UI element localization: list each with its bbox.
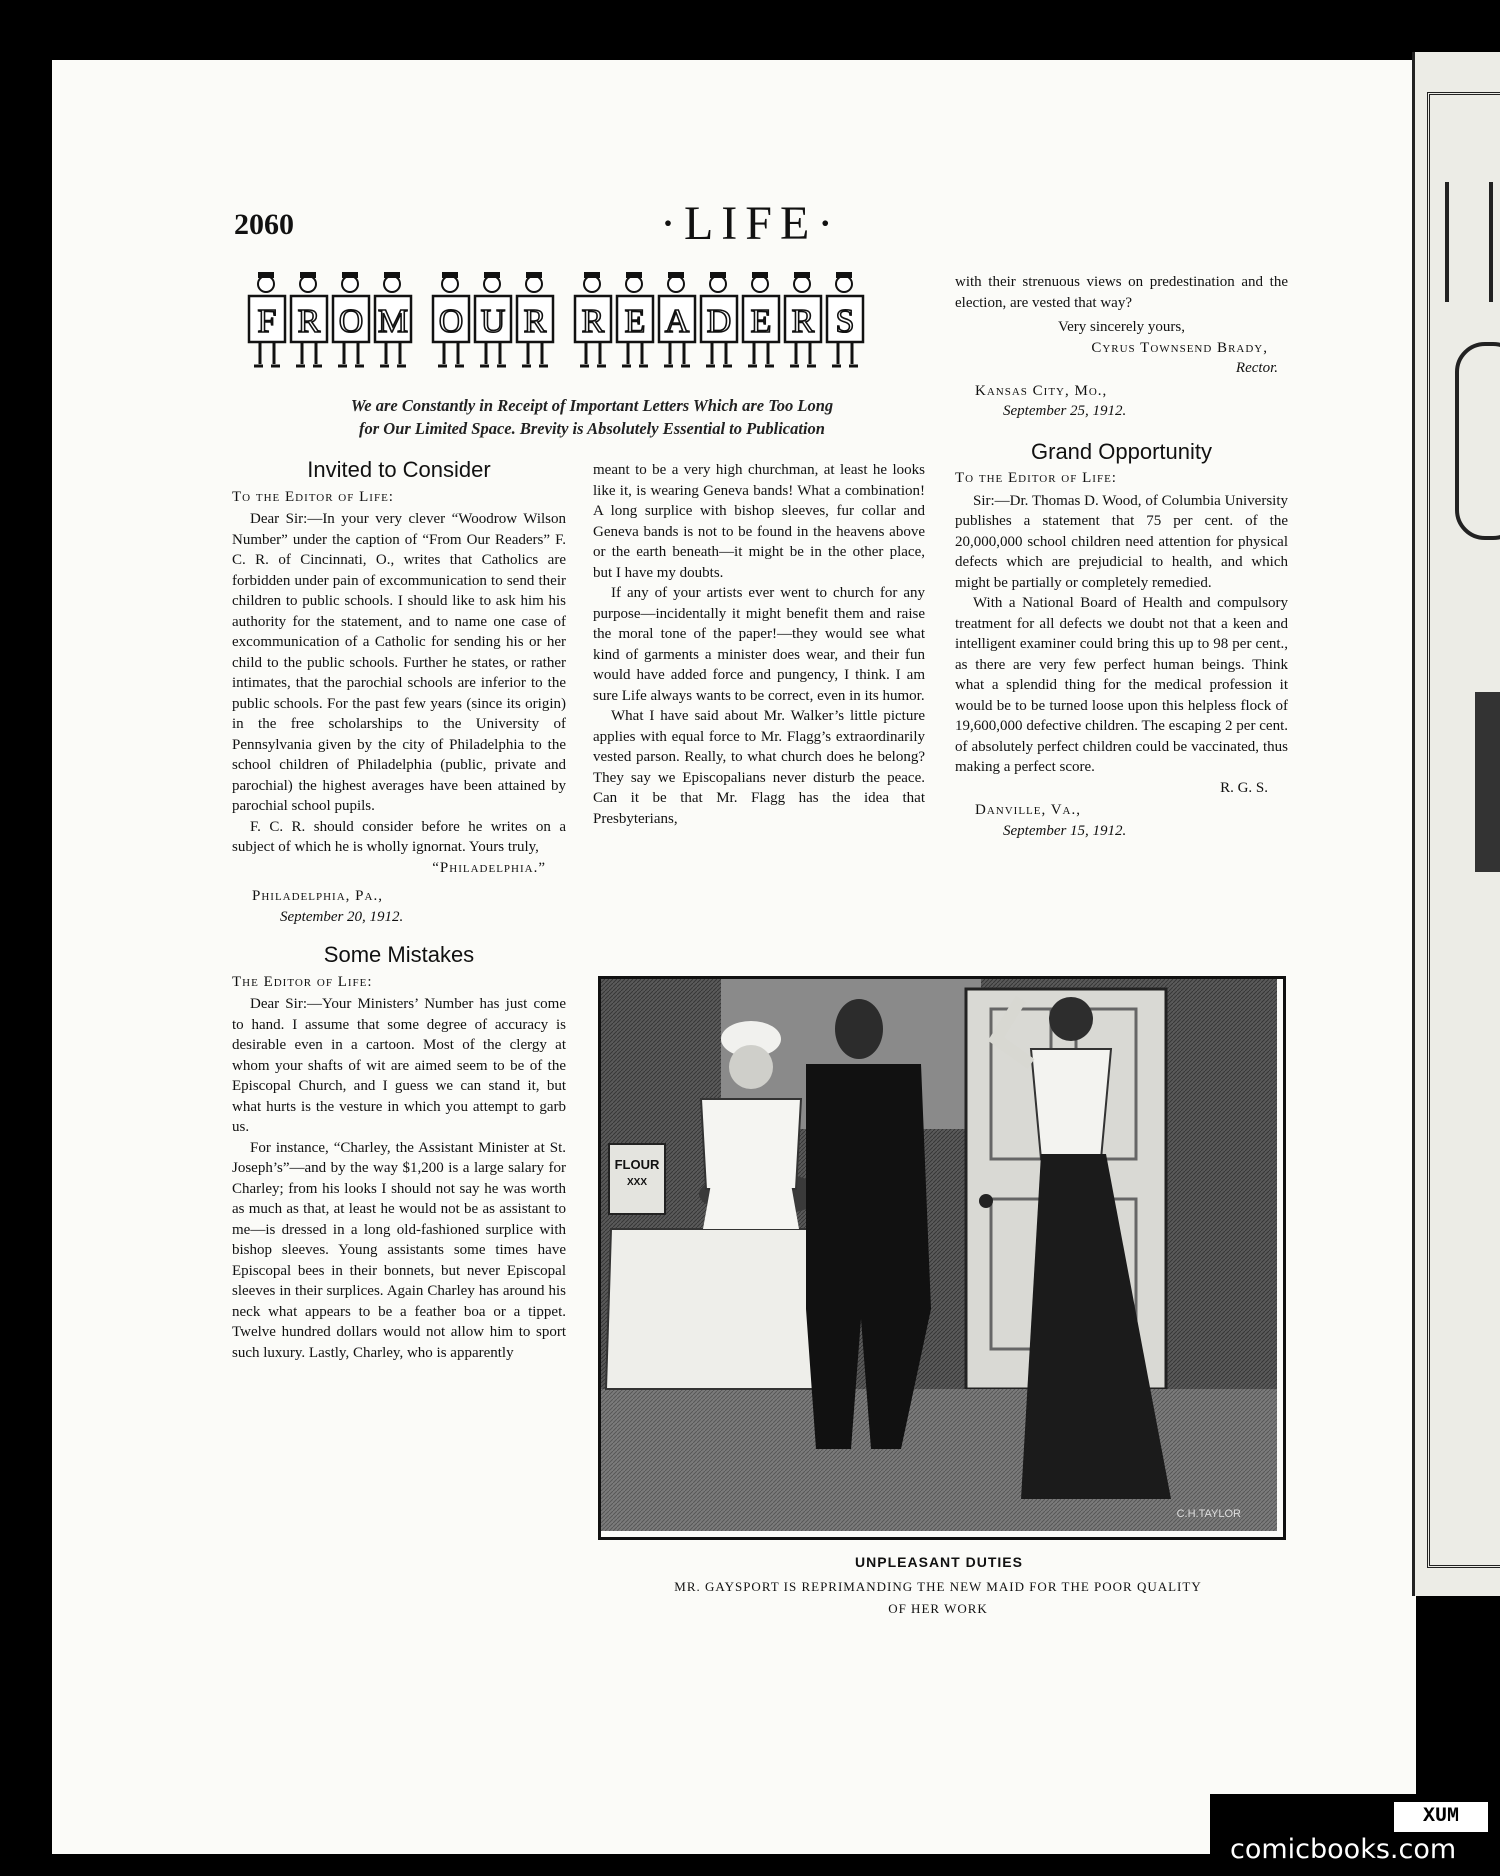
illustration-drawing	[601, 979, 1277, 1531]
column-right	[955, 272, 1288, 841]
letter1-salutation: To the Editor of Life:	[232, 488, 394, 505]
letter2-paragraph: For instance, “Charley, the Assistant Minister at St. Joseph’s”—and by the way $1,200 is a large salary for Charley; from his looks I should not say he was worth as much as that, at least he would not be as assistant to me—is dressed in a long old-fashioned surplice with bishop sleeves. Young assistants some times have Episcopal bees in their bonnets, but never Episcopal sleeves in their surplices. Again Charley has around his neck what appears to be a feather boa or a tippet. Twelve hundred dollars would not allow him to sport such luxury. Lastly, Charley, who is apparently	[232, 1139, 566, 1361]
page-number: 2060	[234, 208, 294, 241]
banner-letter-figure	[517, 272, 553, 366]
column-middle	[593, 460, 925, 829]
svg-text:A: A	[664, 303, 690, 340]
svg-text:O: O	[338, 303, 364, 340]
svg-text:O: O	[438, 303, 464, 340]
banner-letter-figure	[249, 272, 285, 366]
svg-text:R: R	[581, 303, 605, 340]
svg-text:S: S	[835, 303, 855, 340]
illustration-caption	[628, 1576, 1248, 1620]
artist-signature: C.H.TAYLOR	[1176, 1508, 1241, 1520]
letter3-salutation: To the Editor of Life:	[955, 470, 1117, 486]
letter2-signature: Cyrus Townsend Brady,	[1091, 339, 1268, 356]
letter2-place: Kansas City, Mo.,	[975, 382, 1108, 399]
letter1-signature: “Philadelphia.”	[432, 859, 546, 876]
caption-line-1: MR. GAYSPORT IS REPRIMANDING THE NEW MAID FOR THE POOR QUALITY	[674, 1579, 1202, 1594]
column-left	[232, 457, 566, 1363]
letter3-date: September 15, 1912.	[1003, 822, 1127, 839]
banner-letter-figure	[659, 272, 695, 366]
facing-page-shading	[1475, 692, 1500, 872]
masthead: ·LIFE·	[660, 197, 842, 250]
subtitle-line-1: We are Constantly in Receipt of Important Letters Which are Too Long	[350, 396, 834, 415]
illustration-caption-title: UNPLEASANT DUTIES	[855, 1554, 1023, 1570]
facing-page-edge	[1412, 52, 1500, 1596]
heading-some-mistakes: Some Mistakes	[323, 942, 475, 967]
svg-text:R: R	[791, 303, 815, 340]
section-subtitle	[262, 394, 922, 440]
banner-letter-figure	[291, 272, 327, 366]
letter1-date: September 20, 1912.	[280, 908, 404, 925]
svg-text:E: E	[750, 303, 772, 340]
facing-page-arch	[1455, 342, 1500, 540]
letter2-closing: Very sincerely yours,	[1057, 319, 1186, 335]
letter2-paragraph: with their strenuous views on predestination and the election, are vested that way?	[955, 274, 1288, 311]
letter3-signature: R. G. S.	[1220, 779, 1268, 796]
subtitle-line-2: for Our Limited Space. Brevity is Absolutely Essential to Publication	[359, 419, 825, 438]
svg-text:F: F	[257, 303, 277, 340]
banner-figures	[249, 272, 863, 366]
banner-letter-figure	[333, 272, 369, 366]
banner-letter-figure	[785, 272, 821, 366]
banner-letter-figure	[375, 272, 411, 366]
from-our-readers-banner	[243, 270, 925, 372]
watermark-badge: XUM	[1394, 1802, 1488, 1832]
heading-invited-to-consider: Invited to Consider	[307, 457, 491, 482]
letter2-paragraph: meant to be a very high churchman, at least he looks like it, is wearing Geneva bands! What a combination! A long surplice with bishop sleeves, fur collar and Geneva bands is not to be found in the heavens above or the earth beneath—it might be in the other place, but I have my doubts.	[593, 462, 925, 581]
heading-grand-opportunity: Grand Opportunity	[1031, 438, 1212, 464]
banner-letter-figure	[617, 272, 653, 366]
facing-page-ornament	[1445, 182, 1493, 302]
banner-letter-figure	[701, 272, 737, 366]
banner-letter-figure	[433, 272, 469, 366]
banner-letter-figure	[827, 272, 863, 366]
letter2-paragraph: What I have said about Mr. Walker’s little picture applies with equal force to Mr. Flagg’s extraordinarily vested parson. Really, to what church does he belong? They say we Episcopalians never disturb the peace. Can it be that Mr. Flagg has the idea that Presbyterians,	[593, 708, 925, 827]
watermark-site: comicbooks.com	[1230, 1834, 1457, 1865]
letter1-place: Philadelphia, Pa.,	[252, 888, 383, 904]
letter3-paragraph: Sir:—Dr. Thomas D. Wood, of Columbia University publishes a statement that 75 per cent. of the 20,000,000 school children need attention for physical defects which are prejudicial to health, and which might be partially or completely remedied.	[955, 492, 1288, 591]
svg-text:M: M	[377, 303, 409, 340]
illustration-unpleasant-duties	[598, 976, 1286, 1540]
letter3-place: Danville, Va.,	[975, 802, 1081, 818]
letter2-paragraph: Dear Sir:—Your Ministers’ Number has just come to hand. I assume that some degree of accuracy is desirable even in a cartoon. Most of the clergy at whom your shafts of wit are aimed seem to be of the Episcopal Church, and I guess we can stand it, but what hurts is the vesture in which you attempt to garb us.	[232, 996, 566, 1135]
letter1-paragraph: Dear Sir:—In your very clever “Woodrow Wilson Number” under the caption of “From Our Readers” F. C. R. of Cincinnati, O., writes that Catholics are forbidden under pain of excommunication to send their children to public schools. I should like to ask him his authority for the statement, and to name one case of excommunication of a Catholic for sending his or her child to the public schools. Further he states, or rather intimates, that the parochial schools are inferior to the public schools. For the past few years (since its origin) in the free scholarships to the University of Pennsylvania given by the city of Philadelphia to the school children of Philadelphia (public, private and parochial) the highest averages have been attained by parochial school pupils.	[232, 511, 566, 814]
svg-text:U: U	[480, 303, 506, 340]
caption-line-2: OF HER WORK	[888, 1601, 988, 1616]
svg-text:D: D	[706, 303, 732, 340]
letter2-salutation: The Editor of Life:	[232, 973, 373, 990]
letter2-title: Rector.	[1235, 360, 1278, 376]
svg-text:R: R	[297, 303, 321, 340]
svg-text:R: R	[523, 303, 547, 340]
svg-text:E: E	[624, 303, 646, 340]
banner-letter-figure	[575, 272, 611, 366]
letter2-date: September 25, 1912.	[1003, 403, 1127, 419]
letter1-paragraph: F. C. R. should consider before he writes on a subject of which he is wholly ignornat. Yours truly,	[232, 818, 566, 855]
flour-sack-sublabel: XXX	[626, 1177, 648, 1188]
flour-sack-label: FLOUR	[614, 1157, 660, 1172]
letter3-paragraph: With a National Board of Health and compulsory treatment for all defects we doubt not that a keen and intelligent examiner could bring this up to 98 per cent., as there are very few perfect human beings. Think what a splendid thing for the medical profession it would be to be turned loose upon this helpless flock of 19,600,000 defective children. The escaping 2 per cent. of absolutely perfect children could be vaccinated, thus making a perfect score.	[955, 595, 1288, 775]
letter2-paragraph: If any of your artists ever went to church for any purpose—incidentally it might benefit them and raise the moral tone of the paper!—they would see what kind of garments a minister does wear, and their fun would have added force and pungency, I think. I am sure Life always wants to be correct, even in its humor.	[593, 585, 925, 704]
watermark	[1210, 1794, 1500, 1876]
banner-letter-figure	[475, 272, 511, 366]
banner-letter-figure	[743, 272, 779, 366]
